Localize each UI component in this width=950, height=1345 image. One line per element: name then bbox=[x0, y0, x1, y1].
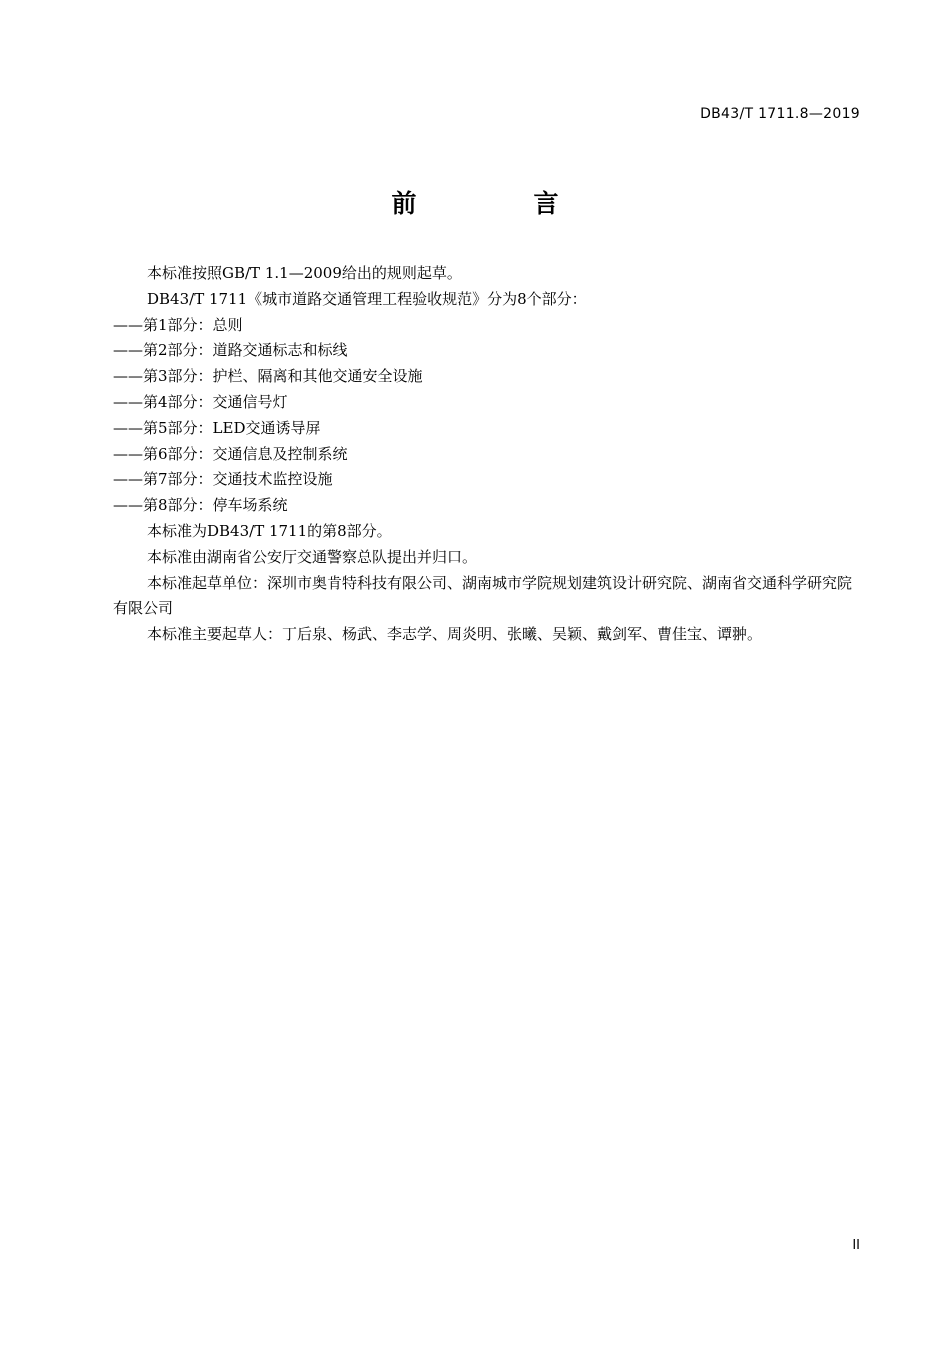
page-number: II bbox=[852, 1238, 860, 1253]
list-item-part-6: ——第6部分：交通信息及控制系统 bbox=[113, 444, 348, 463]
list-item-part-8: ——第8部分：停车场系统 bbox=[113, 496, 288, 515]
paragraph-drafting-units: 本标准起草单位：深圳市奥肯特科技有限公司、湖南城市学院规划建筑设计研究院、湖南省交通科学研究院有限公司 bbox=[113, 573, 853, 618]
list-item-part-1: ——第1部分：总则 bbox=[113, 315, 243, 334]
list-item-part-3: ——第3部分：护栏、隔离和其他交通安全设施 bbox=[113, 367, 423, 386]
document-code: DB43/T 1711.8—2019 bbox=[700, 106, 860, 122]
paragraph-drafting-rules: 本标准按照GB/T 1.1—2009给出的规则起草。 bbox=[147, 264, 462, 282]
page-title: 前 言 bbox=[391, 189, 605, 218]
paragraph-drafters: 本标准主要起草人：丁后泉、杨武、李志学、周炎明、张曦、吴颖、戴剑军、曹佳宝、谭翀。 bbox=[147, 625, 763, 644]
list-item-part-2: ——第2部分：道路交通标志和标线 bbox=[113, 341, 348, 360]
list-item-part-5: ——第5部分：LED交通诱导屏 bbox=[113, 418, 321, 437]
list-item-part-4: ——第4部分：交通信号灯 bbox=[113, 392, 288, 411]
paragraph-part-statement: 本标准为DB43/T 1711的第8部分。 bbox=[147, 521, 392, 540]
foreword-body bbox=[113, 261, 863, 648]
paragraph-proposer: 本标准由湖南省公安厅交通警察总队提出并归口。 bbox=[147, 547, 478, 566]
paragraph-parts-intro: DB43/T 1711《城市道路交通管理工程验收规范》分为8个部分： bbox=[147, 289, 587, 308]
list-item-part-7: ——第7部分：交通技术监控设施 bbox=[113, 470, 333, 489]
